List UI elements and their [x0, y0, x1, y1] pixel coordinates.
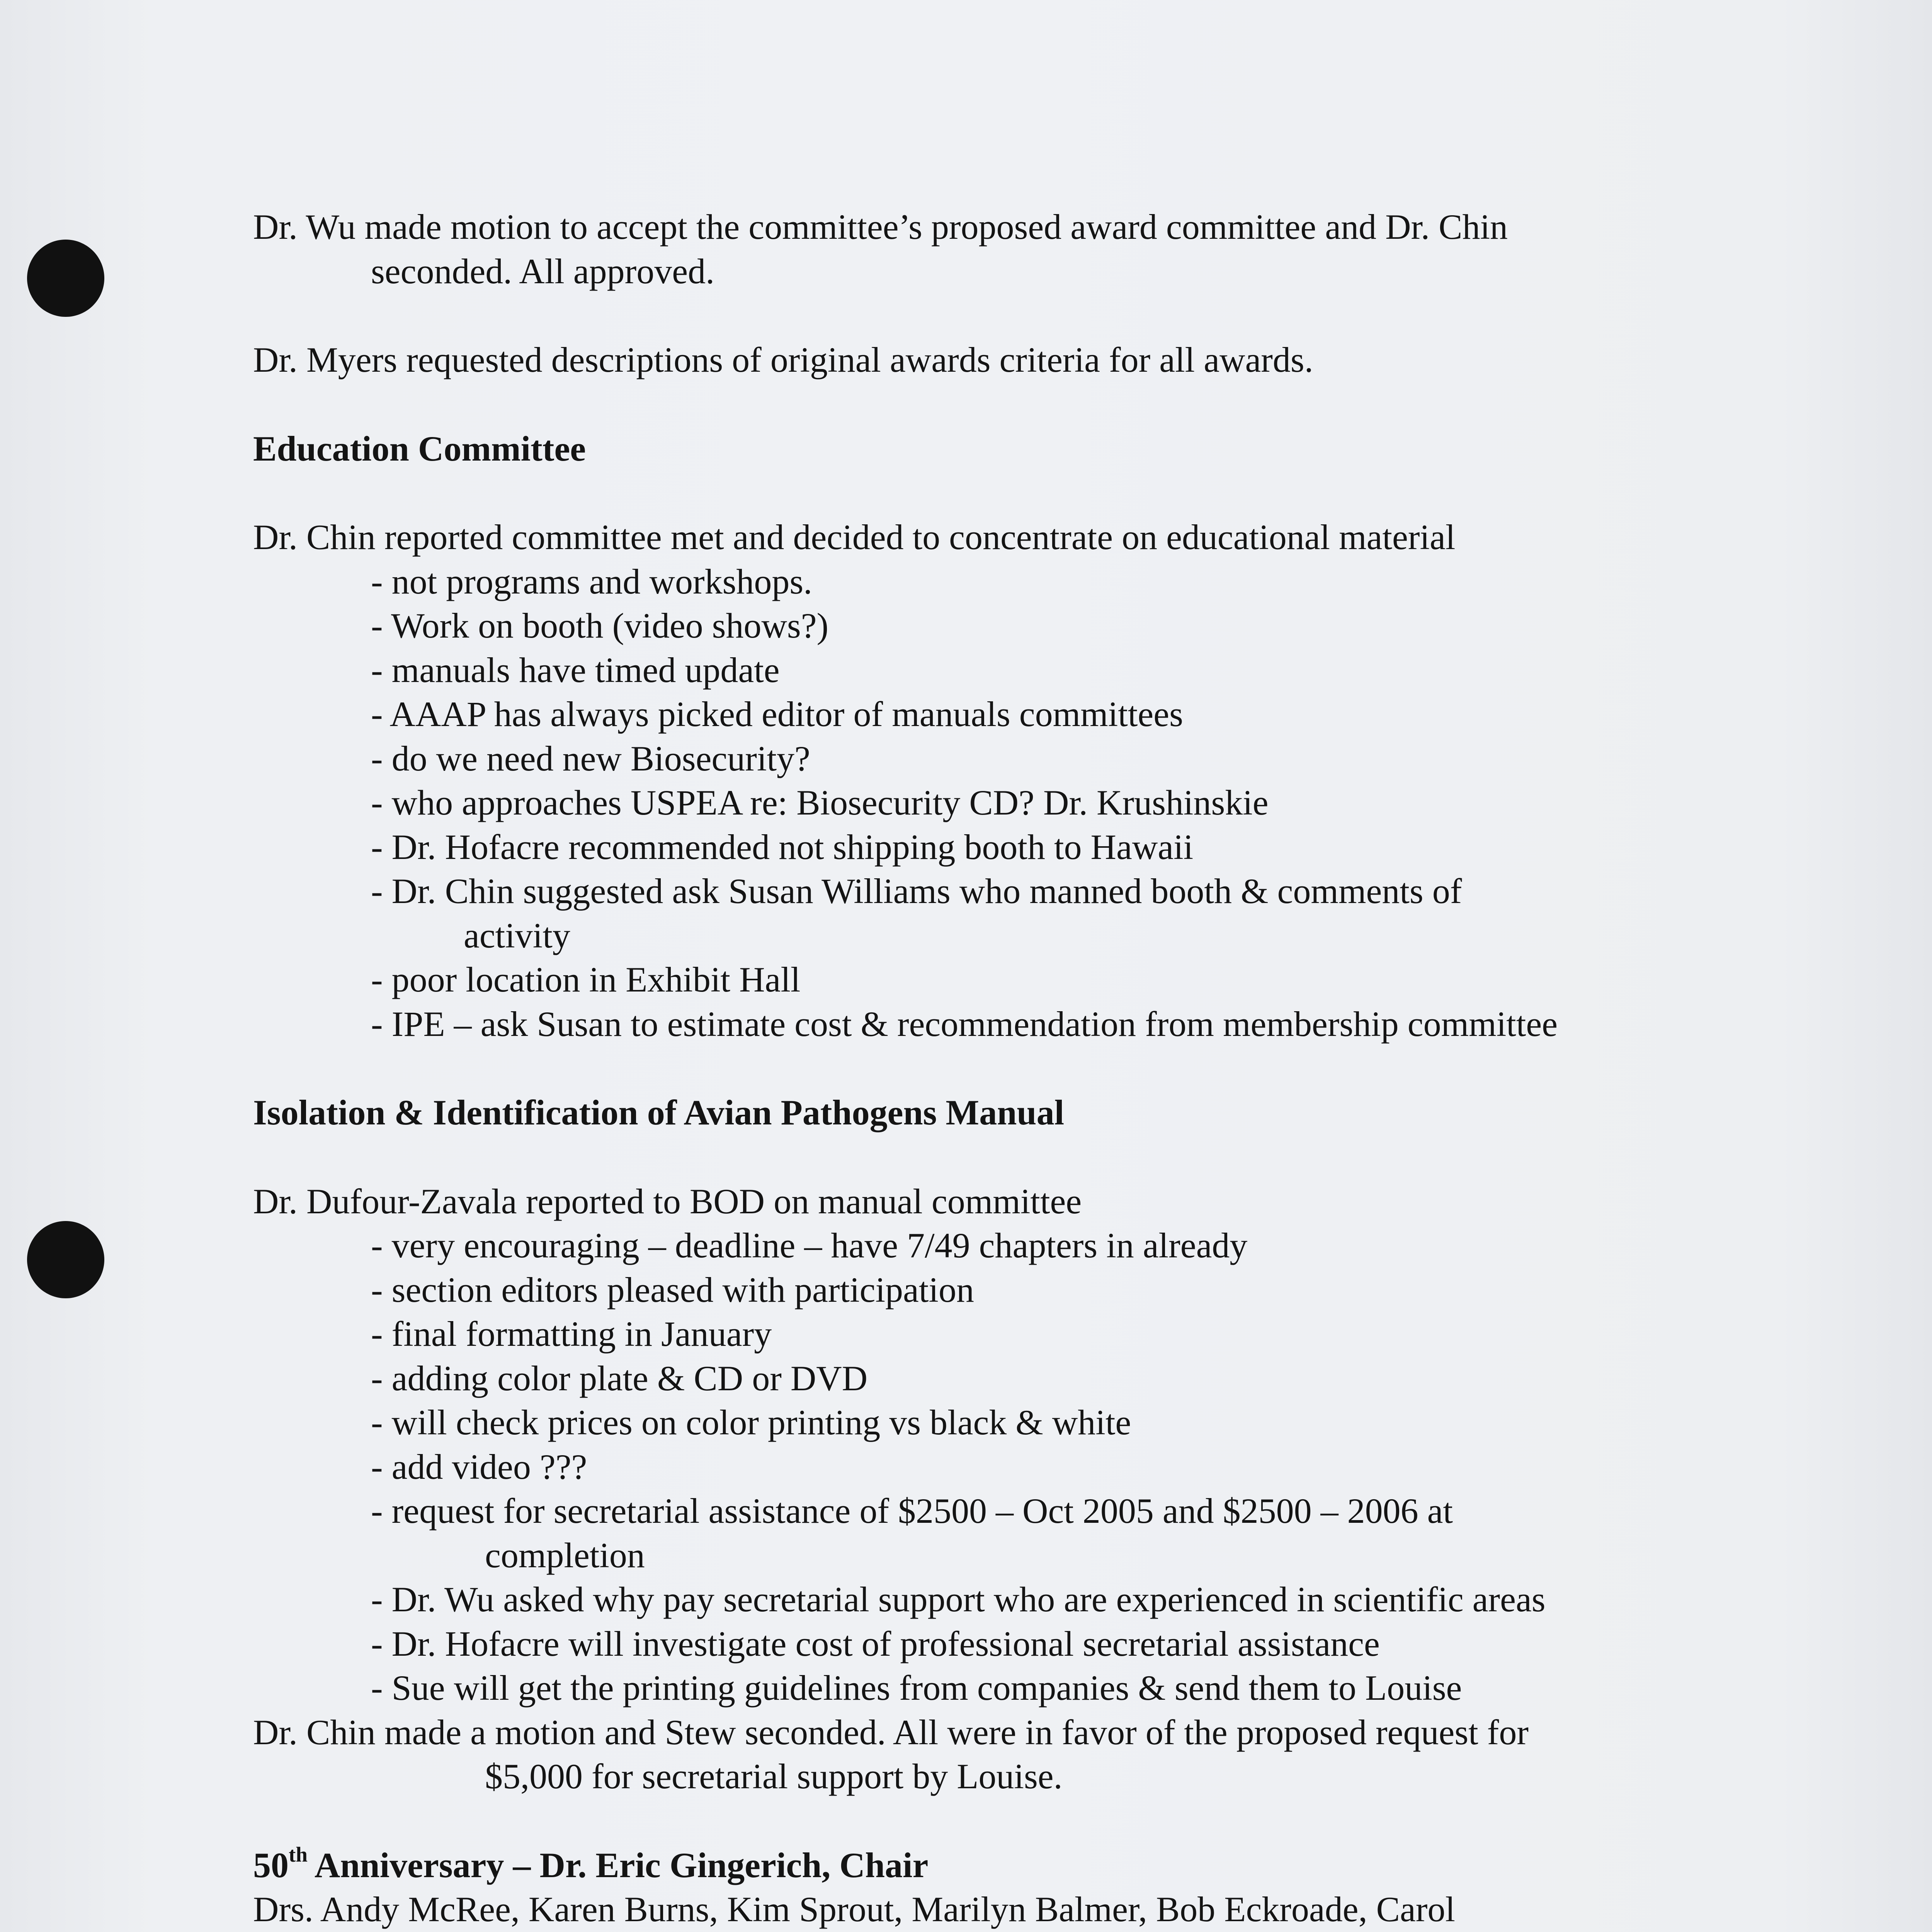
list-item: - very encouraging – deadline – have 7/49 chapters in already: [371, 1226, 1248, 1265]
list-item: - section editors pleased with participation: [371, 1270, 974, 1310]
list-item: - Work on booth (video shows?): [371, 606, 829, 645]
list-item: - Dr. Wu asked why pay secretarial support who are experienced in scientific areas: [371, 1580, 1546, 1619]
list-item: - will check prices on color printing vs black & white: [371, 1403, 1131, 1442]
list-item: - Dr. Hofacre will investigate cost of professional secretarial assistance: [371, 1624, 1380, 1663]
anniversary-heading: 50th Anniversary – Dr. Eric Gingerich, Chair: [253, 1842, 929, 1885]
motion-award-line2: seconded. All approved.: [371, 251, 715, 291]
list-item: - add video ???: [371, 1447, 587, 1486]
list-item: - do we need new Biosecurity?: [371, 738, 810, 778]
list-item-continuation: activity: [464, 915, 570, 955]
manual-motion-line2: $5,000 for secretarial support by Louise.: [485, 1757, 1063, 1796]
list-item: - final formatting in January: [371, 1314, 772, 1354]
list-item: - request for secretarial assistance of $2500 – Oct 2005 and $2500 – 2006 at: [371, 1491, 1453, 1531]
manual-intro: Dr. Dufour-Zavala reported to BOD on manual committee: [253, 1181, 1082, 1221]
manual-motion-line1: Dr. Chin made a motion and Stew seconded. All were in favor of the proposed request for: [253, 1712, 1529, 1752]
avian-pathogens-manual-heading: Isolation & Identification of Avian Pathogens Manual: [253, 1093, 1065, 1132]
motion-award-line1: Dr. Wu made motion to accept the committee’s proposed award committee and Dr. Chin: [253, 207, 1508, 247]
education-intro: Dr. Chin reported committee met and decided to concentrate on educational material: [253, 517, 1456, 557]
list-item: - poor location in Exhibit Hall: [371, 960, 801, 999]
list-item-continuation: completion: [485, 1535, 645, 1575]
list-item: - who approaches USPEA re: Biosecurity CD? Dr. Krushinskie: [371, 783, 1269, 822]
list-item: - Dr. Hofacre recommended not shipping booth to Hawaii: [371, 827, 1194, 867]
list-item: - Dr. Chin suggested ask Susan Williams who manned booth & comments of: [371, 871, 1462, 911]
minutes-body: [253, 205, 1683, 1932]
list-item: - adding color plate & CD or DVD: [371, 1358, 868, 1398]
list-item: - AAAP has always picked editor of manuals committees: [371, 694, 1183, 734]
punch-hole-top: [27, 240, 104, 317]
committee-members-line1: Drs. Andy McRee, Karen Burns, Kim Sprout, Marilyn Balmer, Bob Eckroade, Carol: [253, 1889, 1455, 1929]
list-item: - not programs and workshops.: [371, 561, 813, 601]
list-item: - IPE – ask Susan to estimate cost & recommendation from membership committee: [371, 1004, 1558, 1044]
awards-criteria-request: Dr. Myers requested descriptions of original awards criteria for all awards.: [253, 340, 1313, 379]
punch-hole-middle: [27, 1221, 104, 1298]
list-item: - Sue will get the printing guidelines from companies & send them to Louise: [371, 1668, 1462, 1708]
education-committee-heading: Education Committee: [253, 429, 586, 468]
list-item: - manuals have timed update: [371, 650, 780, 690]
